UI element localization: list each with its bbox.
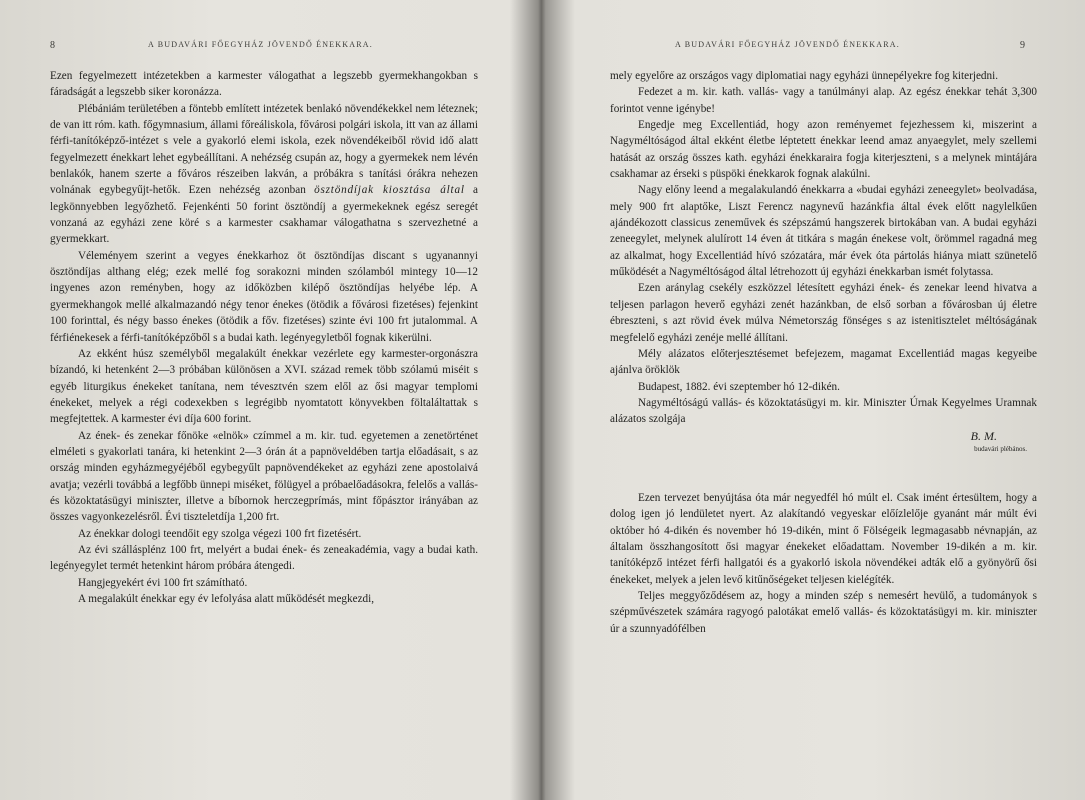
signature-role: budavári plébános. <box>974 444 1027 453</box>
left-page-body <box>50 68 478 607</box>
signature: B. M. <box>970 428 997 443</box>
paragraph: Fedezet a m. kir. kath. vallás- vagy a tanúlmányi alap. Az egész énekkar tehát 3,300 forintot venne igénybe! <box>610 86 1037 115</box>
page-number: 9 <box>1020 40 1025 51</box>
paragraph: Engedje meg Excellentiád, hogy azon reményemet fejezhessem ki, miszerint a Nagyméltóságod által ekként életbe léptetett énekkar leend amaz anyaegylet, mely szellemi hatását az ország összes kath. egyházi énekkaraira fogja kiterjeszteni, s a melynek mintájára csakhamar az érseki s püspöki énekkarok fognak alakúlni. <box>610 119 1037 181</box>
italic-phrase: ösztöndíjak kiosztása által <box>314 184 465 197</box>
running-head: A BUDAVÁRI FŐEGYHÁZ JÖVENDŐ ÉNEKKARA. <box>675 40 900 49</box>
paragraph: Az ének- és zenekar főnöke «elnök» czímmel a m. kir. tud. egyetemen a zenetörténet elméleti s gyakorlati tanára, ki hetenkint 2—3 órán át a papnöveldében tartja előadásait, s az ország minden egyházmegyéjéből egybegyűlt papnövendékeket az egyházi zene apostolaivá avatja; vezérli továbbá a legfőbb ünnepi miséket, fölügyel a próbaelőadásokra, felelős a vallás- és közoktatásügyi miniszter, illetve a bíbornok herczegprímás, mint főpásztor irányában az összes vagyonkezelésről. Évi tiszteletdíja 1,200 frt. <box>50 429 478 524</box>
paragraph: A megalakúlt énekkar egy év lefolyása alatt működését megkezdi, <box>78 593 375 605</box>
left-page <box>0 0 540 800</box>
page-number: 8 <box>50 40 55 51</box>
section-gap <box>610 454 1037 490</box>
paragraph: Az évi szállásplénz 100 frt, melyért a budai ének- és zeneakadémia, vagy a budai kath. legényegylet termét hetenkint három próbára átengedi. <box>50 543 478 573</box>
paragraph: Plébániám területében a föntebb említett intézetek benlakó növendékekkel nem léteznek; de van itt róm. kath. főgymnasium, állami főreáliskola, fővárosi polgári iskola, itt van az állami férfi-tanítóképző-intézet s vele a gyakorló elemi iskola, ezek növendékeiből rövid idő alatt fegyelmezett énekkart lehet egybeállítani. A nehézség csupán az, hogy a gyermekek nem lévén benlakók, hanem szerte a főváros részeiben lakván, a próbákra s tanítási órákra nehezen volnának egybegyűjt-hetők. Ezen nehézség azonban ösztöndíjak kiosztása által a legkönnyebben legyőzhető. Fejenkénti 50 forint ösztöndíj a gyermekeknek egész seregét vonzaná az egyházi zene köré s a karmester csakhamar válogathatna s szervezhetné a gyermekkart. <box>50 102 479 246</box>
paragraph: mely egyelőre az országos vagy diplomatiai nagy egyházi ünnepélyekre fog kiterjedni. <box>610 70 999 82</box>
paragraph: Ezen fegyelmezett intézetekben a karmester válogathat a legszebb gyermekhangokban s fáradságát a legszebb siker koronázza. <box>50 70 478 99</box>
running-head: A BUDAVÁRI FŐEGYHÁZ JÖVENDŐ ÉNEKKARA. <box>148 40 373 49</box>
paragraph: Hangjegyekért évi 100 frt számítható. <box>78 576 248 589</box>
paragraph: Mély alázatos előterjesztésemet befejezem, magamat Excellentiád magas kegyeibe ajánlva öröklök <box>610 347 1037 377</box>
address-line: Nagyméltóságú vallás- és közoktatásügyi m. kir. Miniszter Úrnak Kegyelmes Uramnak alázatos szolgája <box>610 396 1037 426</box>
paragraph: Ezen tervezet benyújtása óta már negyedfél hó múlt el. Csak imént értesültem, hogy a dolog igen jó lendületet nyert. Az alakítandó vegyeskar előízlelője gyanánt már múlt évi október hó 4-dikén és november hó 19-dikén, mint ő Fölségeik legmagasabb névnapján, az általam összhangosított ősi magyar énekeket előadattam. November 19-dikén a m. kir. tanítóképző intézet férfi hallgatói és a gyakorló iskola növendékei adták elő a gyönyörű ősi énekeket, melyek a jelen levő kitűnőségeket teljesen kielégíték. <box>610 491 1037 586</box>
paragraph: Az ekként húsz személyből megalakúlt énekkar vezérlete egy karmester-orgonászra bízandó, ki hetenként 2—3 próbában különösen a XVI. század remek több szólamú miséit s egyéb liturgikus énekeket tanítana, nem tévesztvén szem elől az ősi magyar templomi énekeket, melyek a régi codexekben s legrégibb nyomtatott könyvekben föltaláltattak s megfejtettek. A karmester évi díja 600 forint. <box>50 347 478 426</box>
paragraph: Ezen aránylag csekély eszközzel létesített egyházi ének- és zenekar leend hivatva a teljesen parlagon heverő egyházi zenét hazánkban, de első sorban a fővárosban új életre ébreszteni, s azt rövid évek múlva Németország fönséges s az istenitisztelet méltóságának megfelelő egyházi zenéje mellé állítani. <box>610 282 1037 344</box>
paragraph: Az énekkar dologi teendőit egy szolga végezi 100 frt fizetésért. <box>78 527 362 540</box>
date-line: Budapest, 1882. évi szeptember hó 12-dikén. <box>638 380 840 393</box>
paragraph: Teljes meggyőződésem az, hogy a minden szép s nemesért hevülő, a tudományok s szépművészetek számára ragyogó palotákat emelő vallás- és közoktatásügyi m. kir. miniszter úr a szunnyadófélben <box>610 589 1037 635</box>
paragraph: Nagy előny leend a megalakulandó énekkarra a «budai egyházi zeneegylet» beolvadása, mely 900 frt alaptőke, Liszt Ferencz nagynevű hazánkfia által évek előtt nagylelkűen ajándékozott classicus zeneművek és szépszámú hangszerek birtokában van. A budai egyházi zeneegylet, melynek alulírott 14 éven át titkára s magán énekese volt, örömmel ragadná meg az alkalmat, hogy Excellentiád hívó szózatára, már évek óta pártolás hiánya miatt szünetelő működését a Nagyméltóságod által létrehozott új egyházi énekkarban ismét folytassa. <box>610 184 1037 279</box>
paragraph: Véleményem szerint a vegyes énekkarhoz öt ösztöndíjas discant s ugyanannyi ösztöndíjas althang elég; ezek mellé fog sorakozni minden szólamból mintegy 10—12 ingyenes azon reményben, hogy az időközben kilépő ösztöndíjas helyébe lép. A gyermekhangok mellé alkalmazandó négy tenor énekes (ötödik a fővárosi fizetéses) fejenkint 100 forinttal, és négy basso énekes (ötödik a főv. fizetéses) szinte évi 100 frt jutalommal. A férfiénekesek a férfi-tanítóképzőből s a budai kath. legényegyletből fognak kikerülni. <box>50 249 478 344</box>
right-page-body <box>610 68 1037 637</box>
right-page <box>545 0 1085 800</box>
